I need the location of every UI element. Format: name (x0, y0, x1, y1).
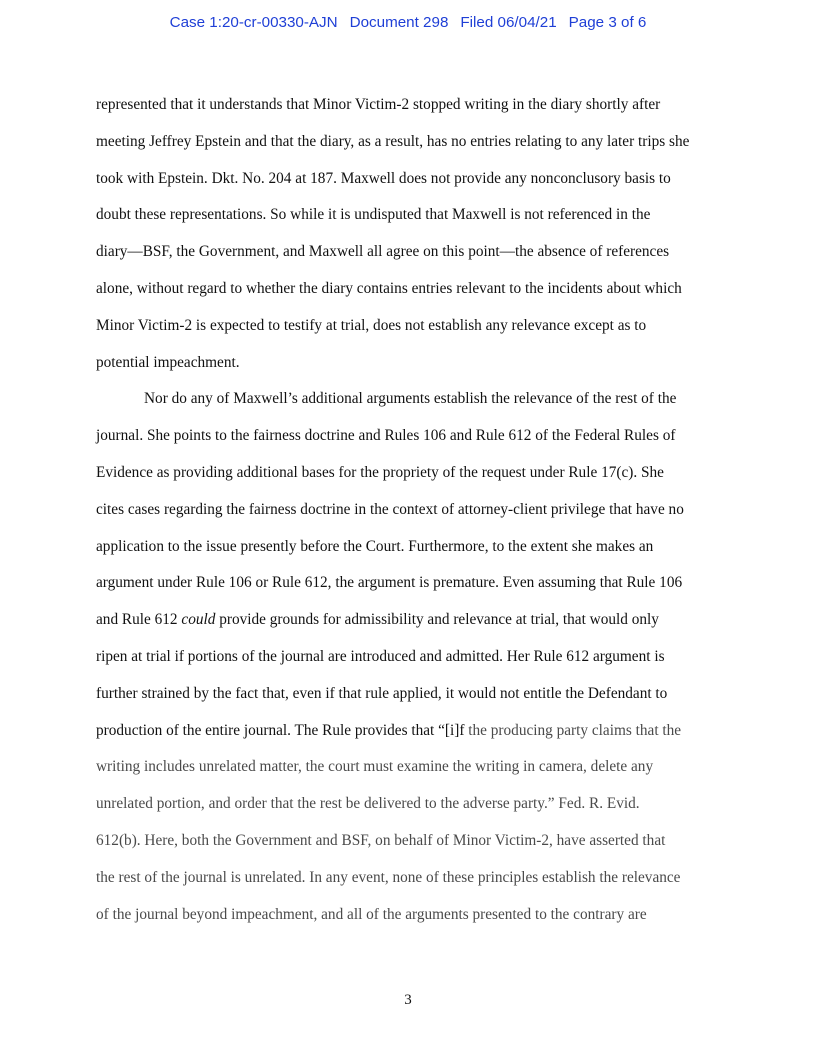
text-line: doubt these representations. So while it is undisputed that Maxwell is not referenced in the (96, 206, 651, 224)
document-number: Document 298 (349, 14, 449, 31)
text-line: 612(b). Here, both the Government and BSF, on behalf of Minor Victim-2, have asserted that (96, 831, 666, 849)
quoted-rule-text: unrelated portion, and order that the rest be delivered to the adverse party.” Fed. R. Evid. (96, 795, 640, 813)
text-line: diary—BSF, the Government, and Maxwell all agree on this point—the absence of references (96, 243, 670, 261)
text-line: Minor Victim-2 is expected to testify at trial, does not establish any relevance except as to (96, 316, 647, 334)
text-line: ripen at trial if portions of the journal are introduced and admitted. Her Rule 612 argument is (96, 647, 665, 665)
page-number: 3 (404, 992, 412, 1008)
quoted-rule-text: the producing party claims that the (464, 721, 682, 739)
document-header (0, 14, 816, 31)
filed-date: Filed 06/04/21 (460, 14, 557, 31)
text-line (96, 605, 722, 642)
text-line: argument under Rule 106 or Rule 612, the argument is premature. Even assuming that Rule 106 (96, 574, 683, 592)
case-number: Case 1:20-cr-00330-AJN (169, 14, 338, 31)
text-line (96, 716, 722, 753)
text-line: Evidence as providing additional bases for the propriety of the request under Rule 17(c). She (96, 463, 664, 481)
text-line: of the journal beyond impeachment, and all of the arguments presented to the contrary are (96, 905, 647, 923)
quoted-rule-text: writing includes unrelated matter, the court must examine the writing in camera, delete any (96, 758, 654, 776)
text-line: further strained by the fact that, even if that rule applied, it would not entitle the Defendant to (96, 684, 668, 702)
text-line: meeting Jeffrey Epstein and that the diary, as a result, has no entries relating to any later trips she (96, 132, 690, 150)
text-segment: production of the entire journal. The Rule provides that “[i]f (96, 721, 465, 739)
body-text (96, 90, 722, 936)
text-line: alone, without regard to whether the diary contains entries relevant to the incidents about which (96, 279, 682, 297)
italic-word: could (181, 611, 216, 629)
text-line: application to the issue presently before the Court. Furthermore, to the extent she makes an (96, 537, 654, 555)
text-line: journal. She points to the fairness doctrine and Rules 106 and Rule 612 of the Federal Rules of (96, 427, 676, 445)
text-segment: and Rule 612 (96, 611, 182, 629)
page-of-pages: Page 3 of 6 (568, 14, 647, 31)
text-line: represented that it understands that Minor Victim-2 stopped writing in the diary shortly after (96, 96, 661, 113)
paragraph-start-line: Nor do any of Maxwell’s additional arguments establish the relevance of the rest of the (144, 390, 677, 408)
text-line: cites cases regarding the fairness doctrine in the context of attorney-client privilege that have no (96, 500, 684, 518)
text-line: potential impeachment. (96, 353, 240, 371)
text-line: took with Epstein. Dkt. No. 204 at 187. Maxwell does not provide any nonconclusory basis to (96, 169, 671, 187)
text-segment: provide grounds for admissibility and relevance at trial, that would only (215, 611, 659, 629)
text-line: the rest of the journal is unrelated. In any event, none of these principles establish the relevance (96, 868, 681, 886)
